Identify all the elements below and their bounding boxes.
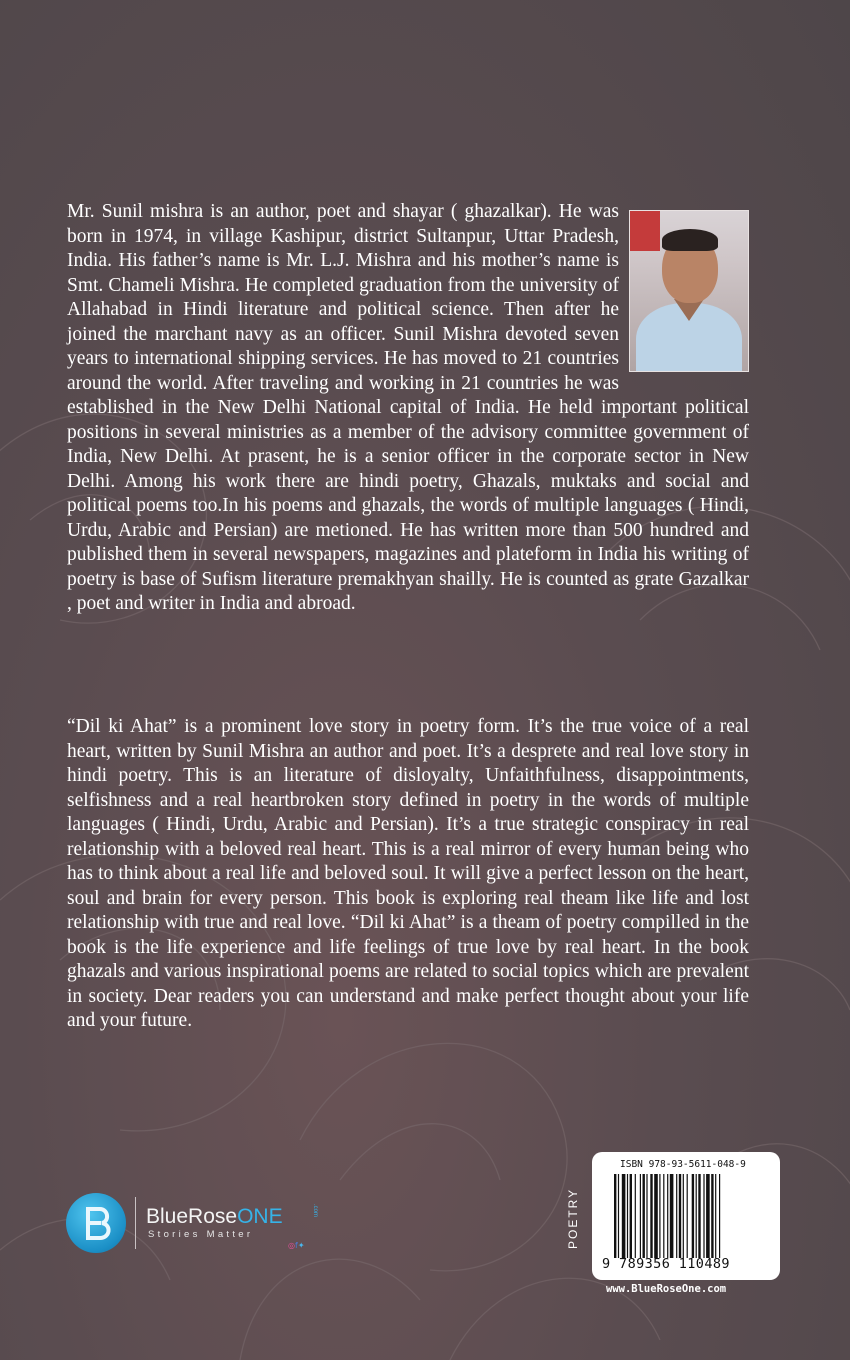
book-blurb-text: “Dil ki Ahat” is a prominent love story in poetry form. It’s the true voice of a real heart, written by Sunil Mishra an author and poet. It’s a desprete and real love story in hindi poetry. This is an literature of disloyalty, Unfaithfulness, disappointments, selfishness and a real heartbroken story defined in poetry in the words of multiple languages ( Hindi, Urdu, Arabic and Persian). It’s a true strategic conspiracy in real relationship with a beloved real heart. This is a real mirror of every human being who has to think about a real life and beloved soul. It will give a perfect lesson on the heart, soul and brain for every person. This book is exploring real theam like life and lost relationship with true and real love. “Dil ki Ahat” is a theam of poetry compilled in the book is the life experience and life feelings of true love by real heart. In the book ghazals and various inspirational poems are related to social topics which are prevalent in society. Dear readers you can understand and make perfect thought about your life and your future. xyxy=(67,716,749,1031)
bluerose-logo-icon xyxy=(66,1193,126,1253)
publisher-name xyxy=(146,1205,283,1229)
social-icons xyxy=(288,1241,305,1250)
isbn-barcode xyxy=(592,1152,780,1280)
isbn-top-text: ISBN 978-93-5611-048-9 xyxy=(620,1159,746,1170)
logo-divider xyxy=(135,1197,136,1249)
book-blurb xyxy=(67,715,749,1034)
publisher-tagline: Stories Matter xyxy=(148,1229,254,1240)
author-bio xyxy=(67,200,749,617)
publisher-name-one: ONE xyxy=(237,1205,283,1228)
barcode-bars xyxy=(614,1174,770,1258)
publisher-logo xyxy=(66,1193,336,1257)
twitter-icon: ✦ xyxy=(297,1241,305,1250)
publisher-website: www.BlueRoseOne.com xyxy=(606,1283,727,1295)
author-photo xyxy=(629,210,749,372)
instagram-icon: ◎ xyxy=(288,1241,295,1250)
genre-label: POETRY xyxy=(566,1187,580,1249)
publisher-name-main: BlueRose xyxy=(146,1205,238,1228)
isbn-bottom-text: 9 789356 110489 xyxy=(602,1256,730,1272)
publisher-com: .com xyxy=(312,1204,318,1218)
facebook-icon: f xyxy=(294,1241,298,1250)
author-bio-text: Mr. Sunil mishra is an author, poet and shayar ( ghazalkar). He was born in 1974, in village Kashipur, district Sultanpur, Uttar Pradesh, India. His father’s name is Mr. L.J. Mishra and his mother’s name is Smt. Chameli Mishra. He completed graduation from the university of Allahabad in Hindi literature and political science. Then after he joined the marchant navy as an officer. Sunil Mishra devoted seven years to international shipping services. He has moved to 21 countries around the world. After traveling and working in 21 countries he was established in the New Delhi National capital of India. He held important political positions in several ministries as a member of the advisory committee government of India, New Delhi. At prasent, he is a senior officer in the corporate sector in New Delhi. Among his work there are hindi poetry, Ghazals, muktaks and social and political poems too.In his poems and ghazals, the words of multiple languages ( Hindi, Urdu, Arabic and Persian) are metioned. He has written more than 500 hundred and published them in several newspapers, magazines and plateform in India his writing of poetry is base of Sufism literature premakhyan shailly. He is counted as grate Gazalkar , poet and writer in India and abroad. xyxy=(67,201,749,614)
